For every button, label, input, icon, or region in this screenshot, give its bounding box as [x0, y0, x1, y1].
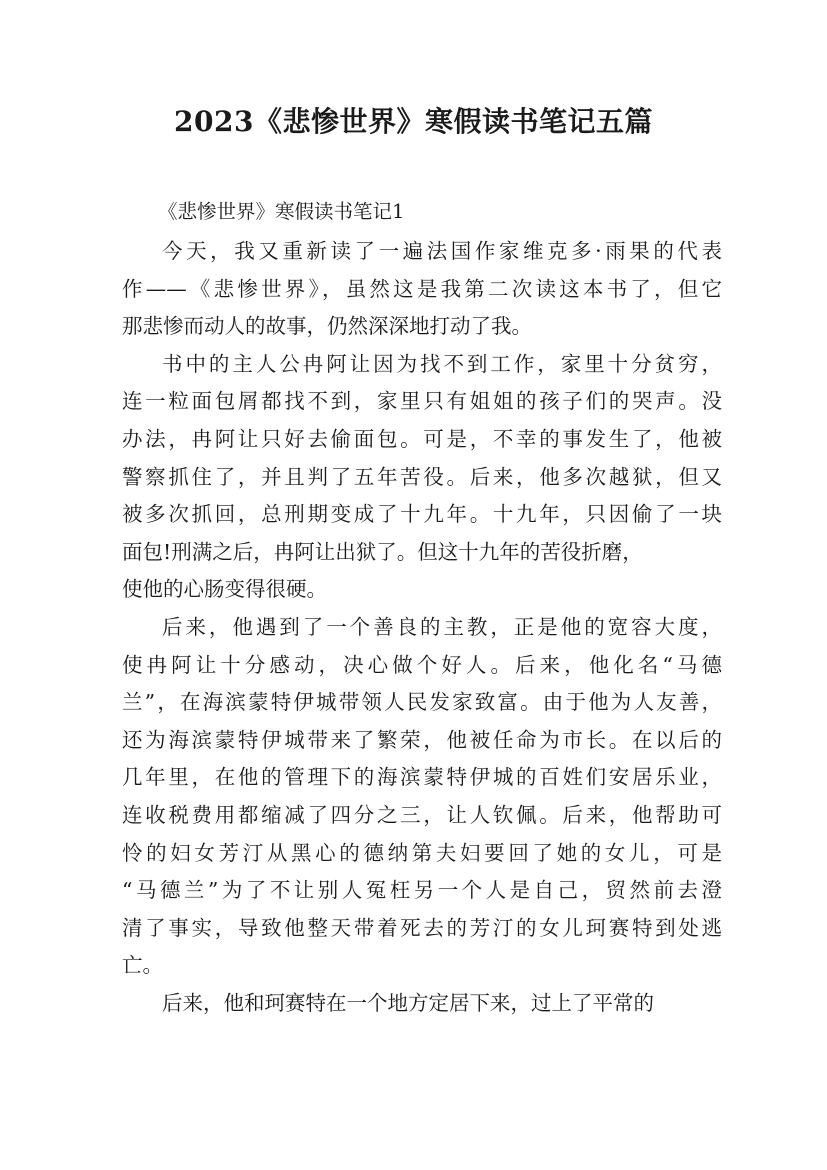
text-line: 后来，他和珂赛特在一个地方定居下来，过上了平常的 — [162, 990, 654, 1015]
text-line: 作——《悲惨世界》，虽然这是我第二次读这本书了，但它 — [122, 276, 722, 301]
text-line: 亡。 — [122, 953, 163, 978]
text-line: 连收税费用都缩减了四分之三，让人钦佩。后来，他帮助可 — [122, 802, 722, 827]
text-line: 今天，我又重新读了一遍法国作家维克多·雨果的代表 — [162, 239, 722, 263]
text-line: 兰”，在海滨蒙特伊城带领人民发家致富。由于他为人友善， — [122, 690, 722, 715]
text-line: 怜的妇女芳汀从黑心的德纳第夫妇要回了她的女儿，可是 — [122, 840, 722, 865]
section-heading: 《悲惨世界》寒假读书笔记1 — [158, 200, 405, 223]
text-line: 使冉阿让十分感动，决心做个好人。后来，他化名“马德 — [122, 652, 722, 677]
text-line: 面包!刑满之后，冉阿让出狱了。但这十九年的苦役折磨， — [122, 539, 643, 564]
text-line: “马德兰”为了不让别人冤枉另一个人是自己，贸然前去澄 — [122, 878, 722, 903]
text-line: 连一粒面包屑都找不到，家里只有姐姐的孩子们的哭声。没 — [122, 389, 722, 414]
text-line: 警察抓住了，并且判了五年苦役。后来，他多次越狱，但又 — [122, 464, 722, 489]
text-line: 书中的主人公冉阿让因为找不到工作，家里十分贫穷， — [162, 351, 722, 376]
text-line: 使他的心肠变得很硬。 — [122, 577, 327, 602]
text-line: 办法，冉阿让只好去偷面包。可是，不幸的事发生了，他被 — [122, 426, 722, 451]
text-line: 几年里，在他的管理下的海滨蒙特伊城的百姓们安居乐业， — [122, 765, 722, 790]
text-line: 后来，他遇到了一个善良的主教，正是他的宽容大度， — [162, 614, 722, 639]
text-line: 清了事实，导致他整天带着死去的芳汀的女儿珂赛特到处逃 — [122, 915, 722, 940]
document-title: 2023《悲惨世界》寒假读书笔记五篇 — [174, 105, 653, 138]
body-text — [122, 233, 722, 1022]
text-line: 那悲惨而动人的故事，仍然深深地打动了我。 — [122, 314, 532, 339]
text-line: 还为海滨蒙特伊城带来了繁荣，他被任命为市长。在以后的 — [122, 727, 722, 752]
text-line: 被多次抓回，总刑期变成了十九年。十九年，只因偷了一块 — [122, 502, 722, 527]
